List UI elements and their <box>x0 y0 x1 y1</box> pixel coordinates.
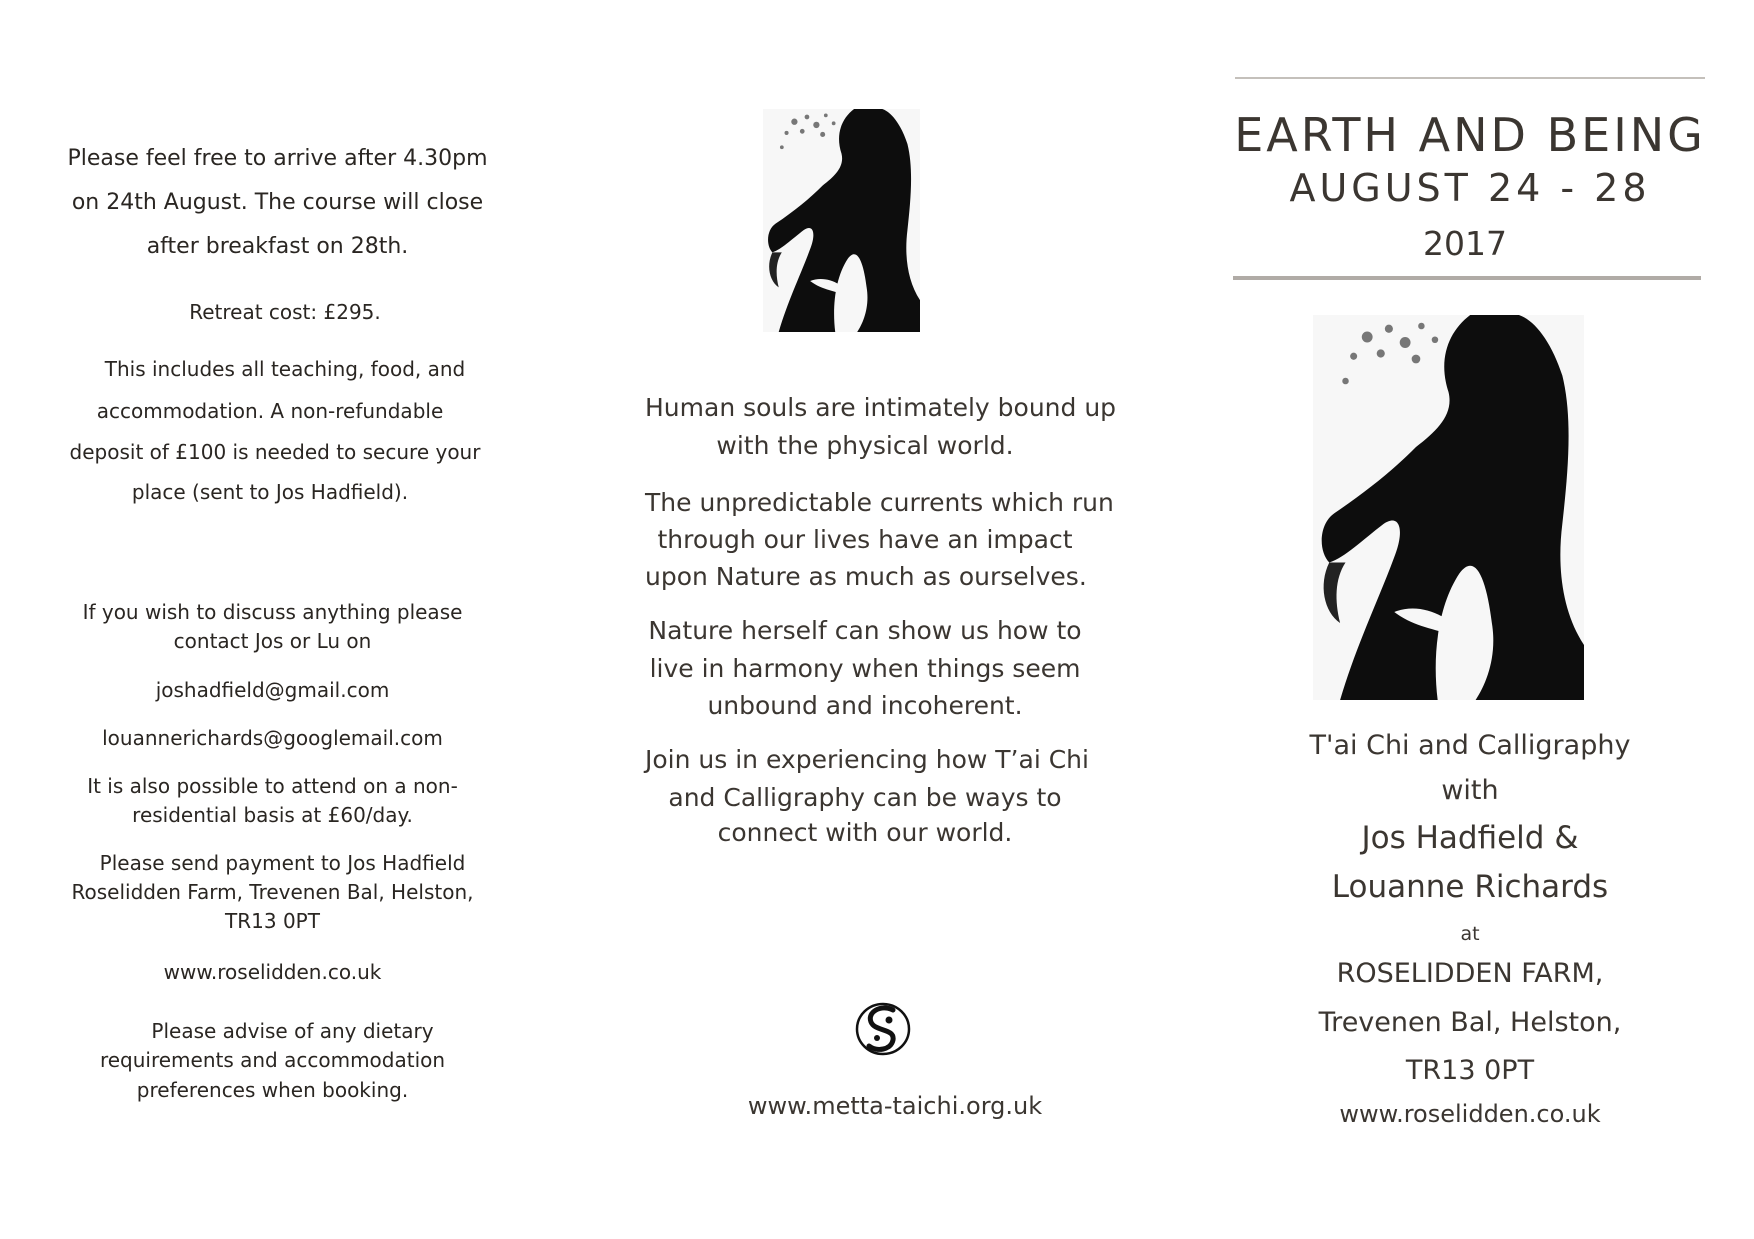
retreat-cost: Retreat cost: £295. <box>189 300 381 324</box>
dietary-line-1: Please advise of any dietary <box>151 1019 434 1043</box>
payment-line-2: Roselidden Farm, Trevenen Bal, Helston, <box>71 880 474 904</box>
subtitle: T'ai Chi and Calligraphy <box>1309 730 1631 761</box>
includes-line-2: accommodation. A non-refundable <box>96 399 444 423</box>
para4-line-2: and Calligraphy can be ways to <box>668 783 1062 812</box>
para4-line-3: connect with our world. <box>717 818 1013 847</box>
includes-line-3: deposit of £100 is needed to secure your <box>69 440 481 464</box>
teacher-2: Louanne Richards <box>1331 869 1609 905</box>
with-label: with <box>1441 775 1499 806</box>
venue-town: Trevenen Bal, Helston, <box>1318 1007 1622 1038</box>
calligraphy-figure-icon <box>763 109 920 332</box>
event-dates: AUGUST 24 - 28 <box>1289 166 1651 210</box>
calligraphy-figure-icon <box>1313 315 1584 700</box>
bottom-divider <box>1233 276 1701 280</box>
left-website[interactable]: www.roselidden.co.uk <box>163 960 382 984</box>
includes-line-4: place (sent to Jos Hadfield). <box>131 480 409 504</box>
para2-line-1: The unpredictable currents which run <box>645 488 1114 517</box>
venue-name: ROSELIDDEN FARM, <box>1336 958 1604 989</box>
artwork-small <box>763 109 920 332</box>
dietary-line-2: requirements and accommodation <box>99 1048 446 1072</box>
payment-line-1: Please send payment to Jos Hadfield <box>99 851 466 875</box>
metta-website[interactable]: www.metta-taichi.org.uk <box>747 1092 1043 1120</box>
nonresidential-line-1: It is also possible to attend on a non- <box>87 774 458 798</box>
at-label: at <box>1460 923 1480 945</box>
email-jos[interactable]: joshadfield@gmail.com <box>155 678 390 702</box>
event-title: EARTH AND BEING <box>1234 108 1706 162</box>
discuss-line-1: If you wish to discuss anything please <box>82 600 463 624</box>
right-website[interactable]: www.roselidden.co.uk <box>1339 1100 1601 1128</box>
para2-line-3: upon Nature as much as ourselves. <box>645 562 1087 591</box>
para3-line-2: live in harmony when things seem <box>649 654 1081 683</box>
para3-line-3: unbound and incoherent. <box>707 691 1023 720</box>
para3-line-1: Nature herself can show us how to <box>648 616 1082 645</box>
arrival-line-1: Please feel free to arrive after 4.30pm <box>67 146 488 171</box>
top-divider <box>1235 77 1705 79</box>
para1-line-1: Human souls are intimately bound up <box>645 393 1117 422</box>
event-year: 2017 <box>1423 224 1507 263</box>
para2-line-2: through our lives have an impact <box>657 525 1073 554</box>
email-lu[interactable]: louannerichards@googlemail.com <box>102 726 443 750</box>
para1-line-2: with the physical world. <box>716 431 1014 460</box>
yin-yang-s-logo-icon <box>853 1000 913 1058</box>
teacher-1: Jos Hadfield & <box>1361 820 1579 856</box>
artwork-large <box>1313 315 1584 700</box>
para4-line-1: Join us in experiencing how T’ai Chi <box>645 745 1089 774</box>
venue-postcode: TR13 0PT <box>1405 1055 1535 1086</box>
discuss-line-2: contact Jos or Lu on <box>173 629 372 653</box>
arrival-line-2: on 24th August. The course will close <box>71 190 484 215</box>
payment-line-3: TR13 0PT <box>225 909 320 933</box>
dietary-line-3: preferences when booking. <box>136 1078 409 1102</box>
includes-line-1: This includes all teaching, food, and <box>104 357 466 381</box>
arrival-line-3: after breakfast on 28th. <box>146 234 409 259</box>
nonresidential-line-2: residential basis at £60/day. <box>132 803 413 827</box>
